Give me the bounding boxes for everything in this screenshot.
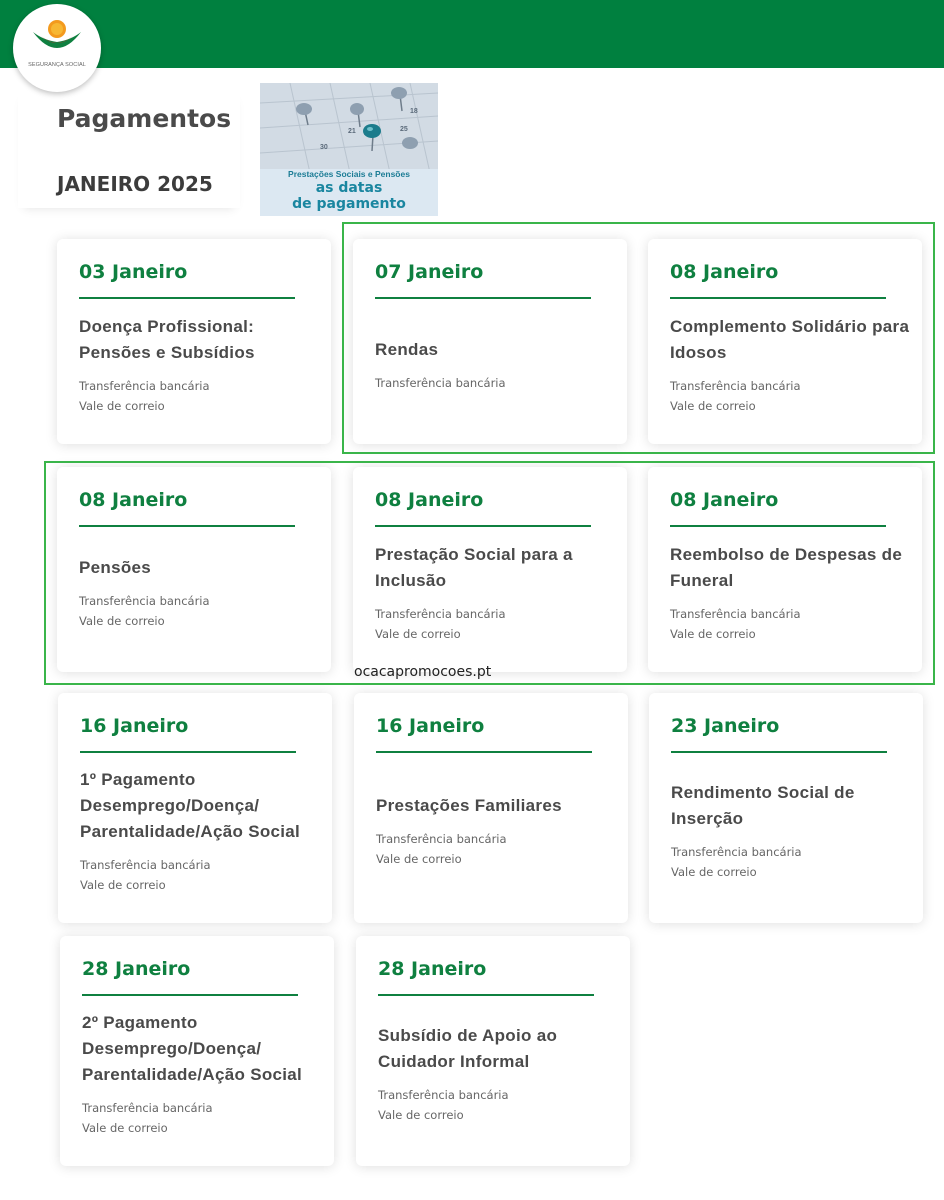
highlight-frame-row-2 [44,461,935,685]
card-date: 28 Janeiro [378,958,487,980]
card-method: Vale de correio [82,1121,168,1135]
calendar-pins-icon [260,83,438,173]
card-date: 03 Janeiro [79,261,188,283]
payment-card [60,936,334,1166]
card-method: Vale de correio [670,626,756,641]
card-method: Transferência bancária [375,606,506,621]
card-method: Transferência bancária [670,606,801,621]
watermark: ocacapromocoes.pt [354,664,492,680]
card-date: 16 Janeiro [80,715,189,737]
card-title: 2º Pagamento Desemprego/Doença/ Parentalidade/Ação Social [82,1013,303,1084]
banner-line-2: as datas [315,180,383,196]
card-method: Vale de correio [79,398,165,413]
banner-headline [260,180,438,212]
svg-text:25: 25 [400,126,408,133]
card-method: Vale de correio [670,398,756,413]
card-method: Transferência bancária [670,378,801,393]
card-method: Vale de correio [375,626,461,641]
card-method: Transferência bancária [79,378,210,393]
card-date: 08 Janeiro [670,489,779,511]
card-title: Doença Profissional: Pensões e Subsídios [79,316,255,362]
card-title: 1º Pagamento Desemprego/Doença/ Parentalidade/Ação Social [80,770,301,841]
card-method: Transferência bancária [375,375,506,390]
card-method: Transferência bancária [80,858,211,872]
payment-dates-banner[interactable] [260,83,438,216]
card-method: Vale de correio [378,1108,464,1122]
card-date: 08 Janeiro [79,489,188,511]
top-bar [0,0,944,68]
banner-line-1: Prestações Sociais e Pensões [288,169,410,179]
card-title: Pensões [79,557,152,577]
card-title: Prestações Familiares [376,796,562,815]
payment-card [57,239,331,444]
highlight-frame-row-1 [342,222,935,454]
card-date: 08 Janeiro [375,489,484,511]
site-logo[interactable] [13,4,101,92]
payment-card [58,693,332,923]
card-method: Transferência bancária [82,1101,213,1115]
card-title: Subsídio de Apoio ao Cuidador Informal [378,1026,558,1071]
svg-text:18: 18 [410,108,418,115]
seguranca-social-logo-icon [31,18,83,58]
card-method: Transferência bancária [376,832,507,846]
svg-text:30: 30 [320,144,328,151]
payment-card [649,693,923,923]
card-method: Vale de correio [79,613,165,628]
card-method: Transferência bancária [79,593,210,608]
card-title: Rendimento Social de Inserção [671,783,855,828]
card-date: 16 Janeiro [376,715,485,737]
card-date: 08 Janeiro [670,261,779,283]
page-title: Pagamentos [57,104,232,133]
card-title: Prestação Social para a Inclusão [375,544,573,590]
page-subtitle: JANEIRO 2025 [57,172,213,196]
logo-text: SEGURANÇA SOCIAL [28,62,86,68]
svg-text:21: 21 [348,128,356,135]
card-method: Transferência bancária [378,1088,509,1102]
card-method: Vale de correio [80,878,166,892]
payment-card [354,693,628,923]
card-method: Vale de correio [671,865,757,879]
card-title: Complemento Solidário para Idosos [670,316,910,362]
card-date: 23 Janeiro [671,715,780,737]
card-date: 28 Janeiro [82,958,191,980]
card-date: 07 Janeiro [375,261,484,283]
card-method: Vale de correio [376,852,462,866]
banner-line-3: de pagamento [292,196,406,212]
card-title: Reembolso de Despesas de Funeral [670,544,903,590]
payment-card [356,936,630,1166]
card-method: Transferência bancária [671,845,802,859]
card-title: Rendas [375,339,439,359]
